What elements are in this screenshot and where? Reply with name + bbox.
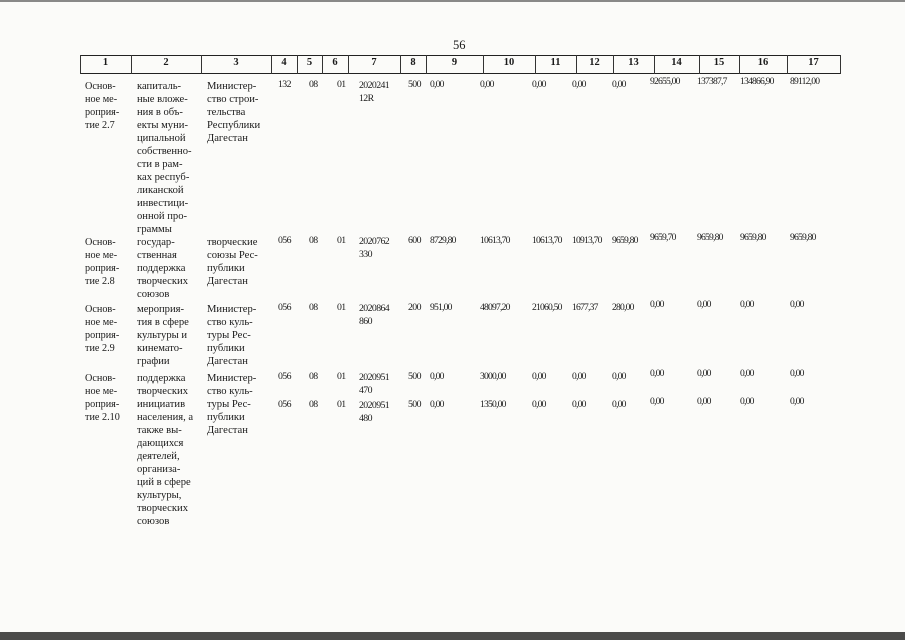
code-expense-type: 600 <box>408 235 421 246</box>
page-number: 56 <box>453 38 466 52</box>
activity-label: Основ- ное ме- роприя- тие 2.10 <box>85 373 120 423</box>
funding-value: 951,00 <box>430 302 452 313</box>
funding-value: 0,00 <box>430 79 444 90</box>
funding-value: 9659,80 <box>697 232 723 243</box>
executor-name: Министер- ство куль- туры Рес- публики Дагестан <box>207 373 257 436</box>
activity-description: мероприя- тия в сфере культуры и кинемато- графии <box>137 304 189 367</box>
column-header: 4 <box>281 57 287 68</box>
code-ministry: 056 <box>278 235 291 246</box>
code-section: 08 <box>309 79 318 90</box>
column-header: 14 <box>671 57 682 68</box>
activity-description: государ- ственная поддержка творческих союзов <box>137 237 188 300</box>
code-ministry: 056 <box>278 302 291 313</box>
scan-edge-top <box>0 0 905 2</box>
code-expense-type: 500 <box>408 371 421 382</box>
code-subsection: 01 <box>337 302 346 313</box>
funding-value: 8729,80 <box>430 235 456 246</box>
column-header: 17 <box>808 57 819 68</box>
funding-value: 0,00 <box>697 368 711 379</box>
funding-value: 0,00 <box>650 299 664 310</box>
funding-value: 10613,70 <box>532 235 562 246</box>
code-expense-type: 500 <box>408 399 421 410</box>
column-header: 3 <box>233 57 239 68</box>
funding-value: 0,00 <box>532 399 546 410</box>
funding-value: 1350,00 <box>480 399 506 410</box>
code-subsection: 01 <box>337 235 346 246</box>
funding-value: 280,00 <box>612 302 634 313</box>
activity-label: Основ- ное ме- роприя- тие 2.8 <box>85 237 120 287</box>
funding-value: 10613,70 <box>480 235 510 246</box>
code-ministry: 056 <box>278 371 291 382</box>
executor-name: Министер- ство куль- туры Рес- публики Дагестан <box>207 304 257 367</box>
funding-value: 10913,70 <box>572 235 602 246</box>
code-section: 08 <box>309 235 318 246</box>
header-bottom-rule <box>80 73 840 74</box>
funding-value: 21060,50 <box>532 302 562 313</box>
funding-value: 9659,80 <box>612 235 638 246</box>
code-subsection: 01 <box>337 399 346 410</box>
column-header: 16 <box>757 57 769 68</box>
code-target-article: 2020762 330 <box>359 236 390 260</box>
code-target-article: 2020951 470 <box>359 372 390 396</box>
column-header: 11 <box>550 57 561 68</box>
funding-value: 0,00 <box>532 371 546 382</box>
funding-value: 0,00 <box>790 396 804 407</box>
code-target-article: 2020951 480 <box>359 400 390 424</box>
funding-value: 0,00 <box>790 368 804 379</box>
activity-label: Основ- ное ме- роприя- тие 2.7 <box>85 81 120 131</box>
funding-value: 0,00 <box>480 79 494 90</box>
column-header: 10 <box>503 57 515 68</box>
executor-name: Министер- ство строи- тельства Республики Дагестан <box>207 81 261 144</box>
code-target-article: 2020864 860 <box>359 303 390 327</box>
header-divider <box>840 55 841 74</box>
activity-label: Основ- ное ме- роприя- тие 2.9 <box>85 304 120 354</box>
funding-value: 0,00 <box>532 79 546 90</box>
funding-value: 0,00 <box>790 299 804 310</box>
activity-description: поддержка творческих инициатив населения, а также вы- дающихся деятелей, организа- ций в сфере культуры, творческих союзов <box>137 373 194 527</box>
code-ministry: 056 <box>278 399 291 410</box>
funding-value: 0,00 <box>740 396 754 407</box>
funding-value: 0,00 <box>612 79 626 90</box>
column-header: 1 <box>102 57 109 68</box>
funding-value: 134866,90 <box>740 76 774 87</box>
code-expense-type: 500 <box>408 79 421 90</box>
code-subsection: 01 <box>337 79 346 90</box>
funding-value: 0,00 <box>650 396 664 407</box>
column-header: 12 <box>589 57 600 68</box>
column-header: 5 <box>306 57 313 68</box>
funding-value: 9659,80 <box>740 232 766 243</box>
funding-value: 0,00 <box>572 79 586 90</box>
code-expense-type: 200 <box>408 302 421 313</box>
funding-value: 3000,00 <box>480 371 506 382</box>
funding-value: 0,00 <box>572 371 586 382</box>
column-header: 9 <box>451 57 458 68</box>
column-header: 6 <box>332 57 338 68</box>
funding-value: 9659,70 <box>650 232 676 243</box>
column-header: 15 <box>713 57 725 68</box>
funding-value: 0,00 <box>650 368 664 379</box>
column-header: 7 <box>371 57 377 68</box>
funding-value: 0,00 <box>740 368 754 379</box>
code-section: 08 <box>309 371 318 382</box>
column-header: 13 <box>628 57 639 68</box>
column-header: 8 <box>410 57 416 68</box>
funding-value: 0,00 <box>430 371 444 382</box>
funding-value: 92655,00 <box>650 76 680 87</box>
funding-value: 0,00 <box>612 371 626 382</box>
code-subsection: 01 <box>337 371 346 382</box>
funding-value: 0,00 <box>697 396 711 407</box>
funding-value: 89112,00 <box>790 76 820 87</box>
funding-value: 0,00 <box>572 399 586 410</box>
funding-value: 137387,7 <box>697 76 727 87</box>
executor-name: творческие союзы Рес- публики Дагестан <box>207 237 258 287</box>
funding-value: 9659,80 <box>790 232 816 243</box>
code-section: 08 <box>309 302 318 313</box>
column-header: 2 <box>163 57 169 68</box>
activity-description: капиталь- ные вложе- ния в объ- екты муни- ципальной собственно- сти в рам- ках респуб- ликанской инвестици- онной про- граммы <box>137 81 192 235</box>
funding-value: 0,00 <box>612 399 626 410</box>
funding-value: 0,00 <box>430 399 444 410</box>
funding-value: 48097,20 <box>480 302 510 313</box>
code-section: 08 <box>309 399 318 410</box>
code-ministry: 132 <box>278 79 291 90</box>
funding-value: 0,00 <box>697 299 711 310</box>
scan-edge-bottom <box>0 632 905 640</box>
code-target-article: 2020241 12R <box>359 80 390 104</box>
funding-value: 1677,37 <box>572 302 598 313</box>
funding-value: 0,00 <box>740 299 754 310</box>
